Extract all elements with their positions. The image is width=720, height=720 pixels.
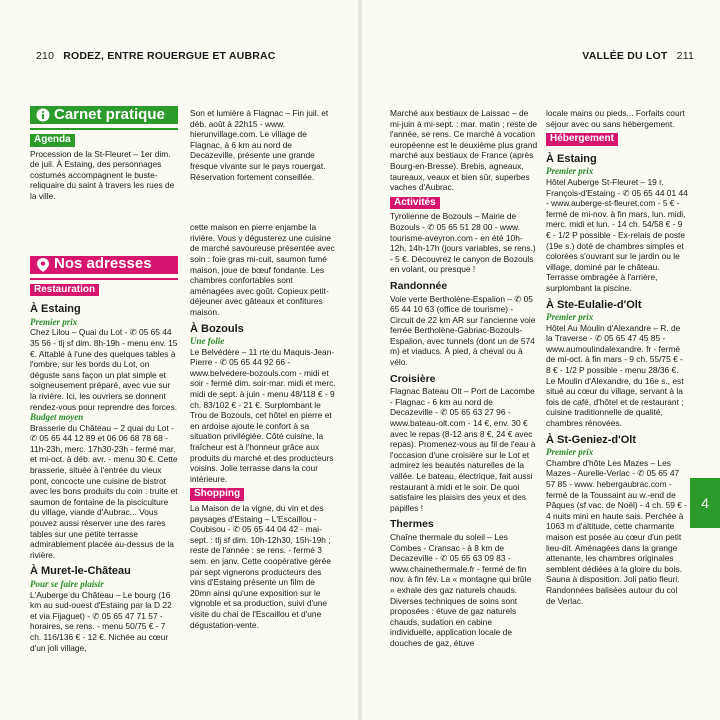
entry-belvedere: Le Belvédère – 11 rte du Maquis-Jean-Pierre - ✆ 05 65 44 92 66 - www.belvedere-bozouls.com - midi et soir - fermé dim. soir-mar. midi et merc. midi de sept. à juin - menu 48/118 € - 9 ch. 83/102 € - 21 €. Surplombant le Trou de Bozouls, cet hôtel en pierre et en ardoise ajoute le confort à sa situation privilégiée. Côté cuisine, la fraîcheur est à l'honneur grâce aux produits du marché et des producteurs voisins. Jolie terrasse dans la cour intérieure. [190,346,336,484]
entry-chaine-thermale: Chaîne thermale du soleil – Les Combes - Cransac - à 8 km de Decazeville - ✆ 05 65 63 09 83 - www.chainethermale.fr - fermé de fin nov. à fin fév. La « montagne qui brûle » exhale des gaz naturels chauds. Diverses techniques de soins sont proposées : étuve de gaz naturels chauds, sudation en cabine individuelle, application locale de douches de gaz, étuve [390,531,532,648]
running-header-left [30,50,276,62]
entry-brasserie-chateau: Brasserie du Château – 2 quai du Lot - ✆ 05 65 44 12 89 et 06 06 68 78 68 - 11h-23h, merc. 17h30-23h - fermé mar. et mi-oct. à déb. avr. - menu 30 €. Cette brasserie, située à l'entrée du vieux pont, concocte une cuisine de bistrot avec les bons produits du coin : truite et saumon de fontaine de la pisciculture du village, viande d'Aubrac... Vous pouvez aussi réserver une des rares tables sur une petite terrasse admirablement placée au-dessus de la rivière. [30,422,178,560]
town-muret: À Muret-le-Château [30,565,131,578]
price-pour-se-faire-plaisir: Pour se faire plaisir [30,579,104,589]
town-estaing: À Estaing [30,303,81,316]
right-page [360,0,720,720]
carnet-pratique-title: Carnet pratique [30,106,178,124]
procession-text: Procession de la St-Fleuret – 1er dim. de juil. À Estaing, des personnages costumés accompagnent le buste-reliquaire du saint à travers les rues de la ville. [30,148,175,201]
page-number-right: 211 [676,50,694,62]
entry-bateau-olt: Flagnac Bateau Olt – Port de Lacombe - Flagnac - 6 km au nord de Decazeville - ✆ 05 65 63 27 96 - www.bateau-olt.com - 14 €, env. 30 € avec le repas (8-12 ans 8 €, 24 € avec repas). Promenez-vous au fil de l'eau à l'occasion d'une croisière sur le Lot et admirez les beautés naturelles de la vallée. Le bateau, électrique, fait aussi restaurant à midi et le soir. De quoi satisfaire les plaisirs des yeux et des papilles ! [390,386,536,513]
town-estaing-hebergement: À Estaing [546,152,597,165]
price-une-folie: Une folie [190,336,225,347]
shopping-label: Shopping [190,488,244,501]
son-lumiere-text: Son et lumière à Flagnac – Fin juil. et déb. août à 22h15 - www. hierunvillage.com. Le village de Flagnac, à 6 km au nord de Decazeville, présente une grande fresque vivante sur le pays rouergat. Réservation fortement conseillée. [190,108,329,182]
activites-label: Activités [390,197,440,210]
entry-maison-vigne: La Maison de la vigne, du vin et des paysages d'Estaing – L'Escaillou - Coubisou - ✆ 05 65 44 04 42 - mai-sept. : tlj sf dim. 10h-12h30, 15h-19h ; reste de l'année : se rens. - fermé 3 sem. en janv. Cette coopérative gérée par sept vignerons producteurs des vins d'Estaing présente un film de 20mn ainsi qu'une exposition sur le vignoble et sa production, suivi d'une visite du chai de l'Escaillou et d'une dégustation-vente. [190,503,331,630]
chapter-tab: 4 [690,478,720,528]
heading-thermes: Thermes [390,518,434,531]
right-column-1 [390,108,538,649]
town-bozouls: À Bozouls [190,322,244,335]
location-pin-icon [36,258,50,272]
price-premier-prix-1: Premier prix [546,166,594,177]
entry-chez-lilou: Chez Lilou – Quai du Lot - ✆ 05 65 44 35 56 - tlj sf dim. 8h-19h - menu env. 15 €. Attablé à l'une des quelques tables à l'ombre, sur les bords du Lot, on déguste sans façon un plat simple et soigneusement préparé, avec vue sur la rivière. Ici, les ouvriers se donnent rendez-vous pour reprendre des forces. [30,327,178,412]
entry-chambre-mazes: Chambre d'hôte Les Mazes – Les Mazes - Aurelle-Verlac - ✆ 05 65 47 57 85 - www. hebergaubrac.com - fermé de la Toussaint au w.-end de Pâques (sf vac. de Noël) - 4 ch. 59 € - 4 nuits mini en haute sais. Perchée à 1063 m d'altitude, cette charmante maison est posée au cœur d'un petit lieu-dit. Aménagées dans la grange attenante, les chambres originales semblent dédiées à la gloire du bois. Sauna à disposition. Joli patio fleuri. Randonnées balisées autour du col de Verlac. [546,457,688,606]
entry-tyrolienne: Tyrolienne de Bozouls – Mairie de Bozouls - ✆ 05 65 51 28 00 - www. tourisme-aveyron.com - en été 10h-12h, 14h-17h (jours variables, se rens.) - 5 €. Découvrez le canyon de Bozouls en volant, ou presque ! [390,211,536,275]
price-premier-prix: Premier prix [30,316,78,327]
running-header-right [582,50,700,62]
price-budget-moyen: Budget moyen [30,412,84,423]
price-premier-prix-3: Premier prix [546,447,594,458]
restauration-label: Restauration [30,284,99,297]
entry-hotel-auberge-st-fleuret: Hôtel Auberge St-Fleuret – 19 r. François-d'Estaing - ✆ 05 65 44 01 44 - www.auberge-st-fleuret.com - 5 € - fermé de mi-nov. à fin mars, lun. midi, merc. midi et lun. - 14 ch. 54/58 € - 9 € - 1/2 P possible - Ex-relais de poste (19e s.) doté de chambres simples et colorées s'ouvrant sur le jardin ou le village, dominé par le château. Terrasse ombragée à l'arrière, surplombant la piscine. [546,176,688,293]
nos-adresses-title: Nos adresses [30,256,178,274]
entry-moulin-alexandre: Hôtel Au Moulin d'Alexandre – R. de la Traverse - ✆ 05 65 47 45 85 - www.aumoulindalexandre. fr - fermé de mi-oct. à fin mars - 9 ch. 55/75 € - 8 € - 1/2 P possible - menu 28/36 €. Le Moulin d'Alexandre, du 16e s., est situé au cœur du village, servant à la fois de café, d'hôtel et de restaurant ; cuisine traditionnelle de qualité, chambres rénovées. [546,322,684,429]
entry-voie-verte: Voie verte Bertholène-Espalion – ✆ 05 65 44 10 63 (office de tourisme) - Circuit de 22 km AR sur l'ancienne voie ferrée Bertholène-Gabriac-Bozouls-Espalion, avec tunnels (dont un de 574 m) et viaducs. À pied, à cheval ou à vélo. [390,293,536,368]
town-st-geniez: À St-Geniez-d'Olt [546,433,637,446]
entry-auberge-chateau: L'Auberge du Château – Le bourg (16 km au sud-ouest d'Estaing par la D 22 et via Fijaguet) - ✆ 05 65 47 71 57 - horaires, se rens. - menu 50/75 € - 7 ch. 116/136 € - 12 €. Nichée au cœur d'un joli village, [30,589,172,653]
running-title-left: RODEZ, ENTRE ROUERGUE ET AUBRAC [63,50,276,62]
left-column-1 [30,106,178,653]
marche-bestiaux: Marché aux bestiaux de Laissac – de mi-juin à mi-sept. : mar. matin ; reste de l'année, se rens. Ce marché à vocation européenne est le deuxième plus grand marché aux bestiaux de France (après Bourg-en-Bresse). Brebis, agneaux, taureaux, veaux et bien sûr, superbes vaches d'Aubrac. [390,108,538,193]
hebergement-label: Hébergement [546,133,618,146]
info-icon [36,108,50,122]
agenda-label: Agenda [30,134,75,147]
auberge-continued: cette maison en pierre enjambe la rivière. Vous y dégusterez une cuisine de marché savoureuse présentée avec soin : foie gras mi-cuit, saumon fumé maison, joue de bœuf fondante. Les chambres confortables sont aménagées avec goût. Copieux petit-déjeuner avec gâteaux et confitures maison. [190,222,335,317]
right-column-2 [546,108,688,606]
running-title-right: VALLÉE DU LOT [582,50,668,62]
town-ste-eulalie: À Ste-Eulalie-d'Olt [546,298,642,311]
thermes-continued: locale mains ou pieds... Forfaits court séjour avec ou sans hébergement. [546,108,685,129]
heading-croisiere: Croisière [390,372,436,385]
heading-randonnee: Randonnée [390,279,448,292]
price-premier-prix-2: Premier prix [546,312,594,323]
page-number-left: 210 [36,50,55,62]
left-column-2 [190,108,338,630]
